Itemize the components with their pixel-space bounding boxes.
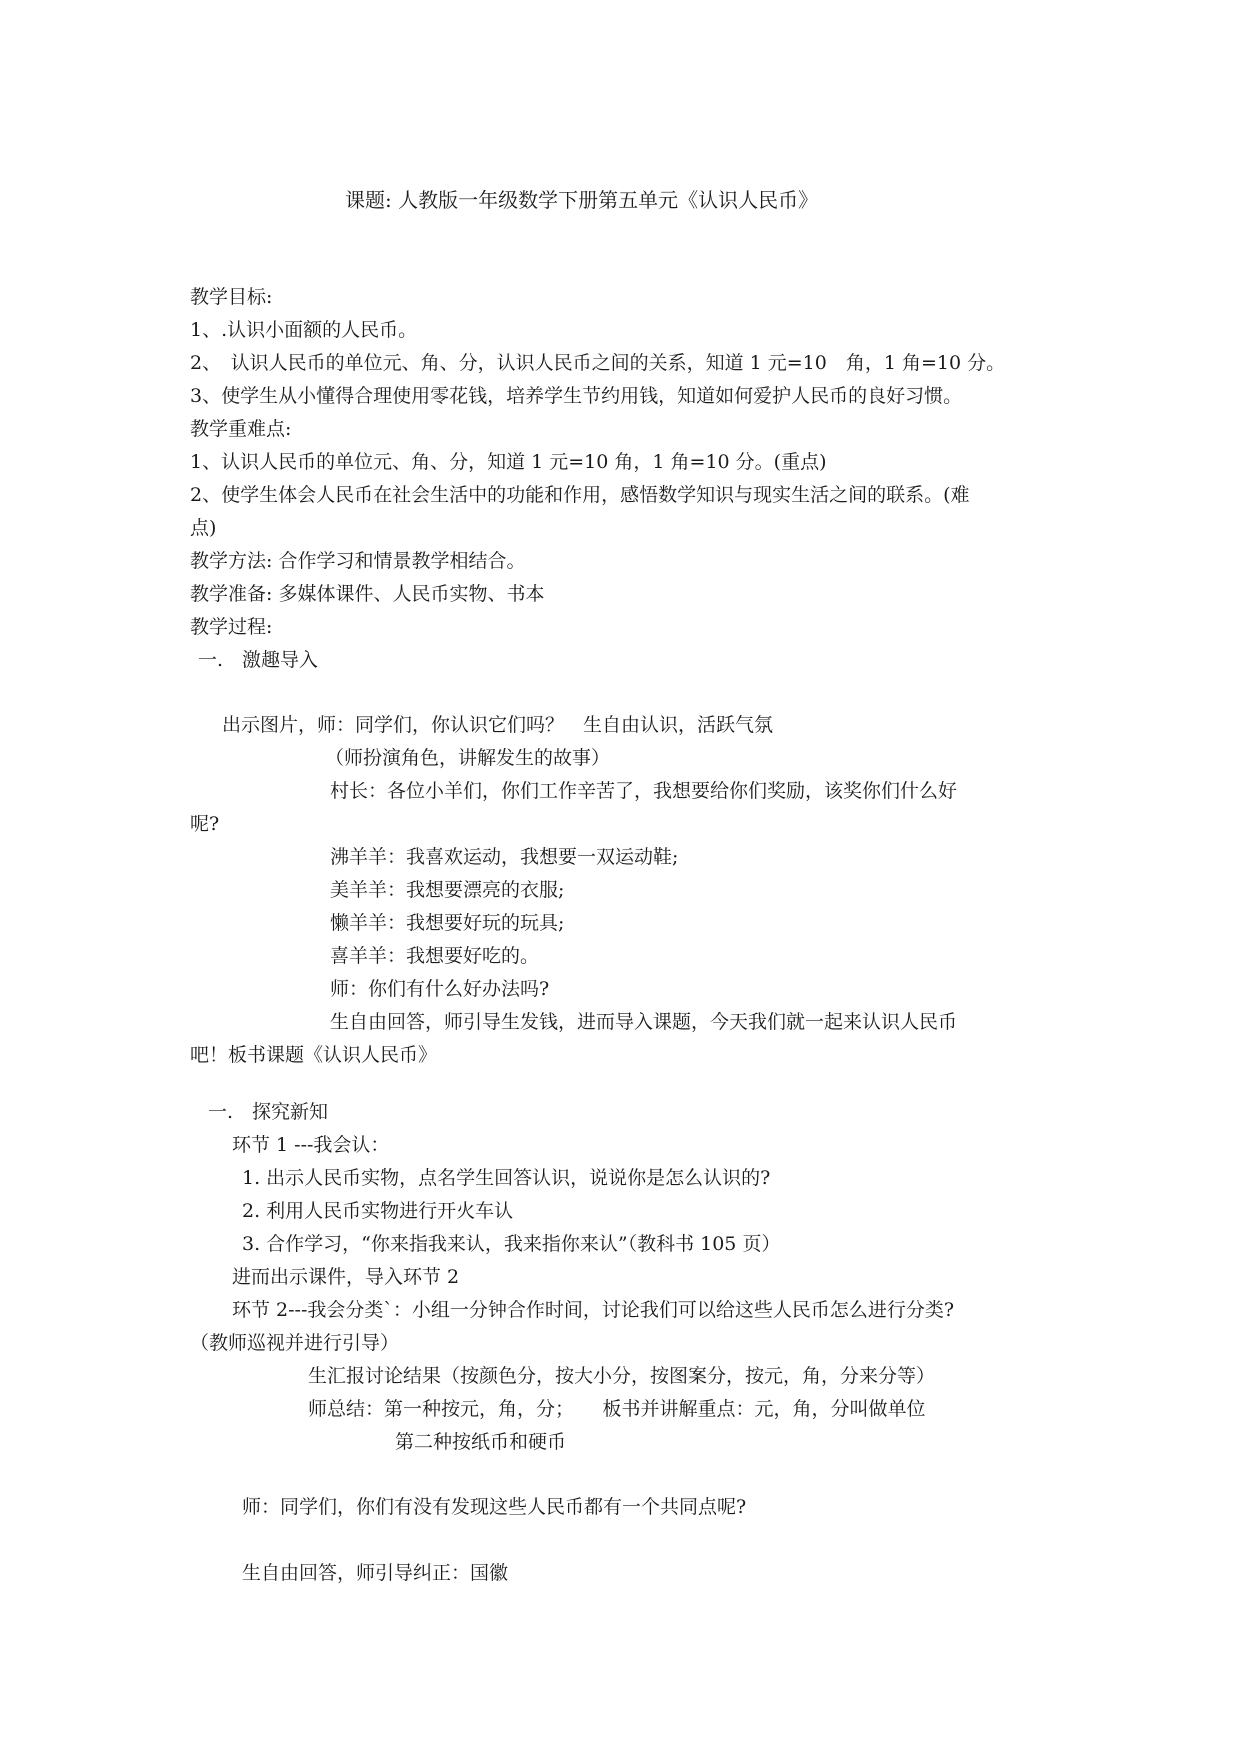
section-1-line: 呢? [190,813,220,835]
key-point-item-1: 1、认识人民币的单位元、角、分，知道 1 元=10 角，1 角=10 分。(重点) [190,451,827,473]
objective-item-2: 2、 认识人民币的单位元、角、分，认识人民币之间的关系，知道 1 元=10 角，1 角=10 分。 [190,352,1006,374]
objective-item-3: 3、使学生从小懂得合理使用零花钱，培养学生节约用钱，知道如何爱护人民币的良好习惯。 [190,385,963,407]
section-1-line: 喜羊羊：我想要好吃的。 [330,945,540,967]
section-1-line: 村长：各位小羊们，你们工作辛苦了，我想要给你们奖励，该奖你们什么好 [330,780,958,802]
section-1-line: 吧！板书课题《认识人民币》 [190,1044,438,1066]
section-2-line: 师：同学们，你们有没有发现这些人民币都有一个共同点呢? [242,1496,747,1518]
key-point-item-2-cont: 点) [190,517,217,539]
section-2-line: （教师巡视并进行引导） [190,1332,400,1354]
section-2-line: 2. 利用人民币实物进行开火车认 [242,1200,514,1222]
section-1-line: 懒羊羊：我想要好玩的玩具; [330,912,565,934]
section-2-line: 第二种按纸币和硬币 [395,1431,567,1453]
teaching-preparation: 教学准备: 多媒体课件、人民币实物、书本 [190,583,545,605]
page-title: 课题: 人教版一年级数学下册第五单元《认识人民币》 [345,188,819,212]
section-1-heading: 一. 激趣导入 [198,649,319,671]
section-1-line: 师：你们有什么好办法吗? [330,978,550,1000]
section-2-line: 生汇报讨论结果（按颜色分，按大小分，按图案分，按元，角，分来分等） [308,1365,936,1387]
section-1-line: 沸羊羊：我喜欢运动，我想要一双运动鞋; [330,846,679,868]
section-2-line: 师总结：第一种按元，角，分； 板书并讲解重点：元，角，分叫做单位 [308,1398,926,1420]
section-2-line: 3. 合作学习，“你来指我来认，我来指你来认”（教科书 105 页） [242,1233,781,1255]
teaching-method: 教学方法: 合作学习和情景教学相结合。 [190,550,526,572]
section-2-heading: 一. 探究新知 [208,1101,329,1123]
key-point-item-2: 2、使学生体会人民币在社会生活中的功能和作用，感悟数学知识与现实生活之间的联系。(难 [190,484,970,506]
section-1-line: 美羊羊：我想要漂亮的衣服; [330,879,565,901]
section-1-line: （师扮演角色，讲解发生的故事） [325,747,611,769]
section-2-line: 生自由回答，师引导纠正：国徽 [242,1562,509,1584]
section-2-line: 环节 1 ---我会认： [232,1134,390,1156]
section-2-line: 进而出示课件，导入环节 2 [232,1266,460,1288]
key-points-heading: 教学重难点: [190,418,292,440]
section-2-line: 1. 出示人民币实物，点名学生回答认识，说说你是怎么认识的? [242,1167,771,1189]
section-1-line: 出示图片，师：同学们，你认识它们吗？ 生自由认识，活跃气氛 [222,714,774,736]
section-1-line: 生自由回答，师引导生发钱，进而导入课题，今天我们就一起来认识人民币 [330,1011,958,1033]
objectives-heading: 教学目标: [190,286,273,308]
objective-item-1: 1、.认识小面额的人民币。 [190,319,418,341]
section-2-line: 环节 2---我会分类`：小组一分钟合作时间，讨论我们可以给这些人民币怎么进行分类? [232,1299,955,1321]
process-heading: 教学过程: [190,616,273,638]
